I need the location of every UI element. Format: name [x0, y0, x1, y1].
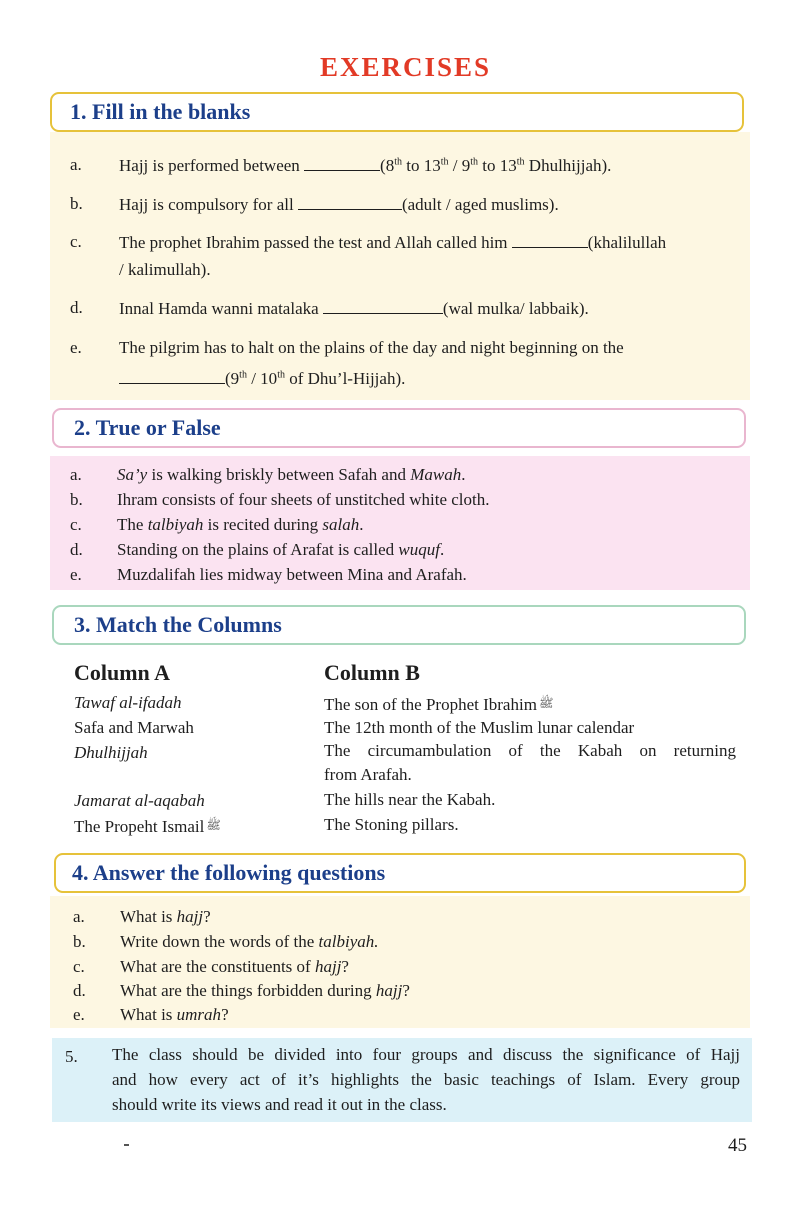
- item-letter: e.: [70, 338, 82, 357]
- blank-line: [304, 153, 380, 171]
- section5-line: should write its views and read it out in the class.: [112, 1095, 447, 1114]
- item-letter: b.: [73, 932, 86, 951]
- item-letter: d.: [70, 298, 83, 317]
- section2-heading: 2. True or False: [74, 415, 221, 440]
- honorific-symbol: ﷺ: [206, 818, 221, 832]
- list-item: c. The prophet Ibrahim passed the test and Allah called him (khalilullah / kalimullah).: [70, 232, 667, 279]
- column-a-item: Dhulhijjah: [74, 743, 148, 762]
- list-item: a. Hajj is performed between (8th to 13th / 9th to 13th Dhulhijjah).: [70, 155, 612, 175]
- honorific-symbol: ﷺ: [538, 696, 554, 710]
- section3-heading-box: [52, 605, 746, 645]
- section5-number: 5.: [65, 1047, 78, 1066]
- section2-heading-box: [52, 408, 746, 448]
- item-letter: c.: [70, 232, 82, 251]
- blank-line: [323, 296, 443, 314]
- list-item: d. Innal Hamda wanni matalaka (wal mulka/ labbaik).: [70, 298, 589, 318]
- section3-heading: 3. Match the Columns: [74, 612, 282, 637]
- column-a-title: Column A: [74, 660, 170, 685]
- column-b-item: The Stoning pillars.: [324, 815, 459, 834]
- list-item: b. Hajj is compulsory for all (adult / aged muslims).: [70, 194, 559, 214]
- section1-heading-box: [50, 92, 744, 132]
- blank-line: [298, 192, 402, 210]
- section4-heading-box: [54, 853, 746, 893]
- item-letter: a.: [73, 907, 85, 926]
- column-b-item: from Arafah.: [324, 765, 412, 784]
- item-letter: b.: [70, 490, 83, 509]
- column-a-item: The Propeht Ismail ﷺ: [74, 817, 221, 836]
- section4-heading: 4. Answer the following questions: [72, 860, 386, 885]
- item-letter: c.: [70, 515, 82, 534]
- page-number: 45: [728, 1135, 747, 1156]
- item-letter: c.: [73, 957, 85, 976]
- item-letter: e.: [73, 1005, 85, 1024]
- item-letter: d.: [70, 540, 83, 559]
- column-b-item: The 12th month of the Muslim lunar calendar: [324, 718, 635, 737]
- item-letter: b.: [70, 194, 83, 213]
- item-letter: e.: [70, 565, 82, 584]
- column-b-title: Column B: [324, 660, 420, 685]
- column-a-item: Tawaf al-ifadah: [74, 693, 182, 712]
- blank-line: [119, 366, 225, 384]
- column-b-item: The hills near the Kabah.: [324, 790, 496, 809]
- section1-heading: 1. Fill in the blanks: [70, 99, 251, 124]
- item-letter: a.: [70, 155, 82, 174]
- list-item: e. The pilgrim has to halt on the plains of the day and night beginning on the (9th / 10th of Dhu’l-Hijjah).: [70, 338, 624, 388]
- column-b-item: The circumambulation of the Kabah on returning: [324, 741, 736, 760]
- stray-mark: [124, 1144, 129, 1146]
- column-b-item: The son of the Prophet Ibrahim ﷺ: [324, 695, 554, 714]
- column-a-item: Safa and Marwah: [74, 718, 194, 737]
- section5-line: and how every act of it’s highlights the basic teachings of Islam. Every group: [112, 1070, 740, 1089]
- column-a-item: Jamarat al-aqabah: [74, 791, 205, 810]
- blank-line: [512, 230, 588, 248]
- page-title: EXERCISES: [319, 52, 492, 82]
- section5-line: The class should be divided into four groups and discuss the significance of Hajj: [112, 1045, 740, 1064]
- item-letter: a.: [70, 465, 82, 484]
- item-letter: d.: [73, 981, 86, 1000]
